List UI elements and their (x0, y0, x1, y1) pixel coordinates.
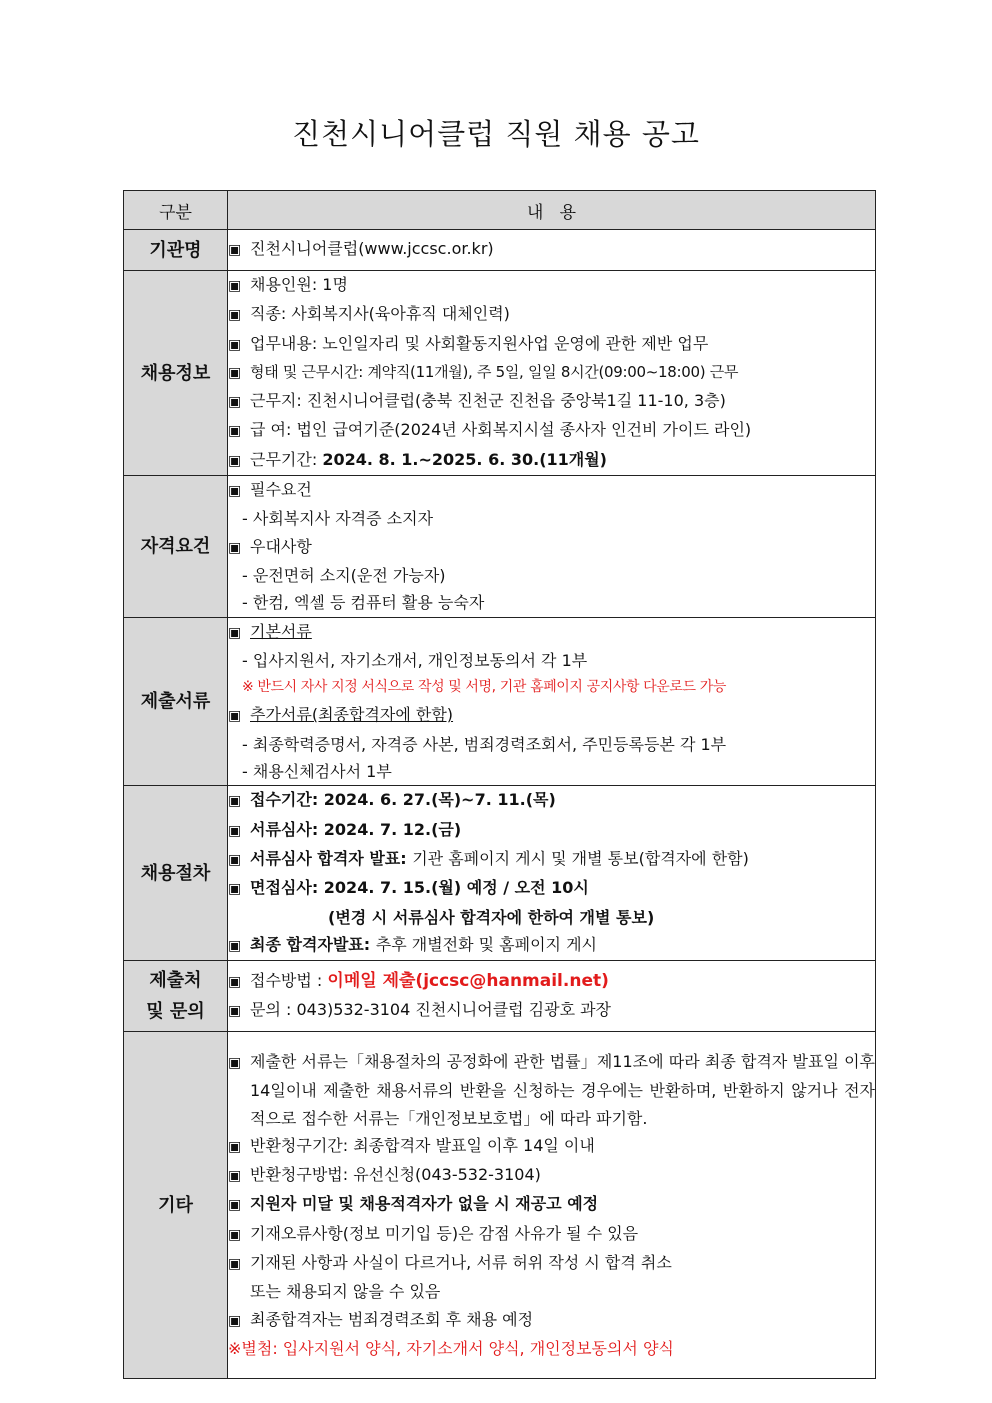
email-link[interactable]: 이메일 제출(jccsc@hanmail.net) (327, 970, 609, 991)
attachment-note: ※별첨: 입사지원서 양식, 자기소개서 양식, 개인정보동의서 양식 (228, 1338, 674, 1358)
list-item: - 운전면허 소지(운전 가능자) (242, 565, 446, 585)
row-qualification (124, 476, 876, 617)
checkbox-icon: ▣ (228, 364, 241, 381)
checkbox-icon: ▣ (228, 278, 242, 294)
header-content: 내 용 (228, 191, 876, 230)
row-contact (124, 961, 876, 1032)
list-item: - 입사지원서, 자기소개서, 개인정보동의서 각 1부 (242, 650, 588, 670)
checkbox-icon: ▣ (228, 1138, 242, 1155)
row-documents (124, 617, 876, 786)
checkbox-icon: ▣ (228, 1168, 242, 1185)
list-item: ▣ 접수기간: 2024. 6. 27.(목)∼7. 11.(목) (228, 786, 875, 815)
list-item: ▣ 서류심사 합격자 발표: 기관 홈페이지 게시 및 개별 통보(합격자에 한함) (228, 845, 875, 874)
checkbox-icon: ▣ (228, 307, 242, 324)
list-item: ▣ 기재된 사항과 사실이 다르거나, 서류 허위 작성 시 합격 취소 (228, 1249, 875, 1278)
notice-table (123, 190, 876, 1379)
list-item: ▣ 채용인원: 1명 (228, 271, 875, 300)
list-item: ▣ 추가서류(최종합격자에 한함) (228, 701, 875, 730)
list-item: ▣ 지원자 미달 및 채용적격자가 없을 시 재공고 예정 (228, 1190, 875, 1219)
row-label-qualification: 자격요건 (124, 476, 228, 617)
checkbox-icon: ▣ (228, 1226, 242, 1243)
list-item: - 한컴, 엑셀 등 컴퓨터 활용 능숙자 (242, 593, 485, 613)
table-header-row (124, 191, 876, 230)
list-item: ▣ 문의 : 043)532-3104 진천시니어클럽 김광호 과장 (228, 996, 875, 1025)
row-agency (124, 230, 876, 271)
list-item: ▣ 기본서류 (228, 618, 875, 647)
row-etc (124, 1032, 876, 1379)
row-procedure (124, 786, 876, 961)
checkbox-icon: ▣ (228, 1312, 242, 1329)
checkbox-icon: ▣ (228, 423, 242, 440)
checkbox-icon: ▣ (228, 452, 242, 469)
list-item: ▣ 근무지: 진천시니어클럽(충북 진천군 진천읍 중앙북1길 11-10, 3층) (228, 387, 875, 416)
row-label-agency: 기관명 (124, 230, 228, 271)
checkbox-icon: ▣ (228, 1054, 242, 1071)
list-item: ▣ 최종합격자는 범죄경력조회 후 채용 예정 (228, 1306, 875, 1335)
checkbox-icon: ▣ (228, 851, 242, 868)
list-item: ▣ 필수요건 (228, 476, 875, 505)
list-item: ▣ 직종: 사회복지사(육아휴직 대체인력) (228, 300, 875, 329)
list-item: - 사회복지사 자격증 소지자 (242, 509, 434, 529)
list-item: ▣ 제출한 서류는「채용절차의 공정화에 관한 법률」제11조에 따라 최종 합격자 발표일 이후 14일이내 제출한 채용서류의 반환을 신청하는 경우에는 반환하며, 반환하지 않거나 전자적으로 접수한 서류는「개인정보보호법」에 따라 파기함. (228, 1051, 875, 1128)
row-hiring (124, 271, 876, 476)
notice-text: ※ 반드시 자사 지정 서식으로 작성 및 서명, 기관 홈페이지 공지사항 다운로드 가능 (242, 679, 726, 696)
checkbox-icon: ▣ (228, 881, 242, 898)
list-item: ▣ 반환청구기간: 최종합격자 발표일 이후 14일 이내 (228, 1132, 875, 1161)
checkbox-icon: ▣ (228, 242, 242, 259)
page-title: 진천시니어클럽 직원 채용 공고 (292, 117, 700, 151)
checkbox-icon: ▣ (228, 708, 242, 725)
list-item: ▣ 근무기간: 2024. 8. 1.~2025. 6. 30.(11개월) (228, 446, 875, 475)
list-item: (변경 시 서류심사 합격자에 한하여 개별 통보) (328, 907, 655, 927)
row-label-documents: 제출서류 (124, 617, 228, 786)
checkbox-icon: ▣ (228, 483, 242, 500)
checkbox-icon: ▣ (228, 336, 242, 353)
list-item: ▣ 우대사항 (228, 533, 875, 562)
list-item: ▣ 반환청구방법: 유선신청(043-532-3104) (228, 1161, 875, 1190)
checkbox-icon: ▣ (228, 973, 242, 990)
row-label-hiring: 채용정보 (124, 271, 228, 476)
checkbox-icon: ▣ (228, 1003, 242, 1020)
checkbox-icon: ▣ (228, 1197, 242, 1214)
list-item: - 최종학력증명서, 자격증 사본, 범죄경력조회서, 주민등록등본 각 1부 (242, 734, 727, 754)
checkbox-icon: ▣ (228, 937, 242, 954)
checkbox-icon: ▣ (228, 394, 242, 411)
list-item: ▣ 최종 합격자발표: 추후 개별전화 및 홈페이지 게시 (228, 931, 875, 960)
row-label-contact: 제출처 및 문의 (124, 961, 228, 1032)
list-item: ▣ 접수방법 : 이메일 제출(jccsc@hanmail.net) (228, 967, 875, 996)
checkbox-icon: ▣ (228, 539, 242, 556)
checkbox-icon: ▣ (228, 1256, 242, 1273)
checkbox-icon: ▣ (228, 822, 242, 839)
list-item: ▣ 서류심사: 2024. 7. 12.(금) (228, 816, 875, 845)
checkbox-icon: ▣ (228, 793, 242, 810)
row-label-procedure: 채용절차 (124, 786, 228, 961)
list-item: ▣ 기재오류사항(정보 미기입 등)은 감점 사유가 될 수 있음 (228, 1220, 875, 1249)
list-item: ▣ 급 여: 법인 급여기준(2024년 사회복지시설 종사자 인건비 가이드 라인) (228, 416, 875, 445)
list-item: 또는 채용되지 않을 수 있음 (250, 1282, 441, 1302)
list-item: ▣ 면접심사: 2024. 7. 15.(월) 예정 / 오전 10시 (228, 874, 875, 903)
list-item: ▣ 형태 및 근무시간: 계약직(11개월), 주 5일, 일일 8시간(09:00∼18:00) 근무 (228, 359, 875, 387)
row-label-etc: 기타 (124, 1032, 228, 1379)
list-item: - 채용신체검사서 1부 (242, 762, 392, 782)
checkbox-icon: ▣ (228, 624, 242, 641)
header-category: 구분 (124, 191, 228, 230)
list-item: ▣ 진천시니어클럽(www.jccsc.or.kr) (228, 235, 875, 264)
list-item: ▣ 업무내용: 노인일자리 및 사회활동지원사업 운영에 관한 제반 업무 (228, 330, 875, 359)
